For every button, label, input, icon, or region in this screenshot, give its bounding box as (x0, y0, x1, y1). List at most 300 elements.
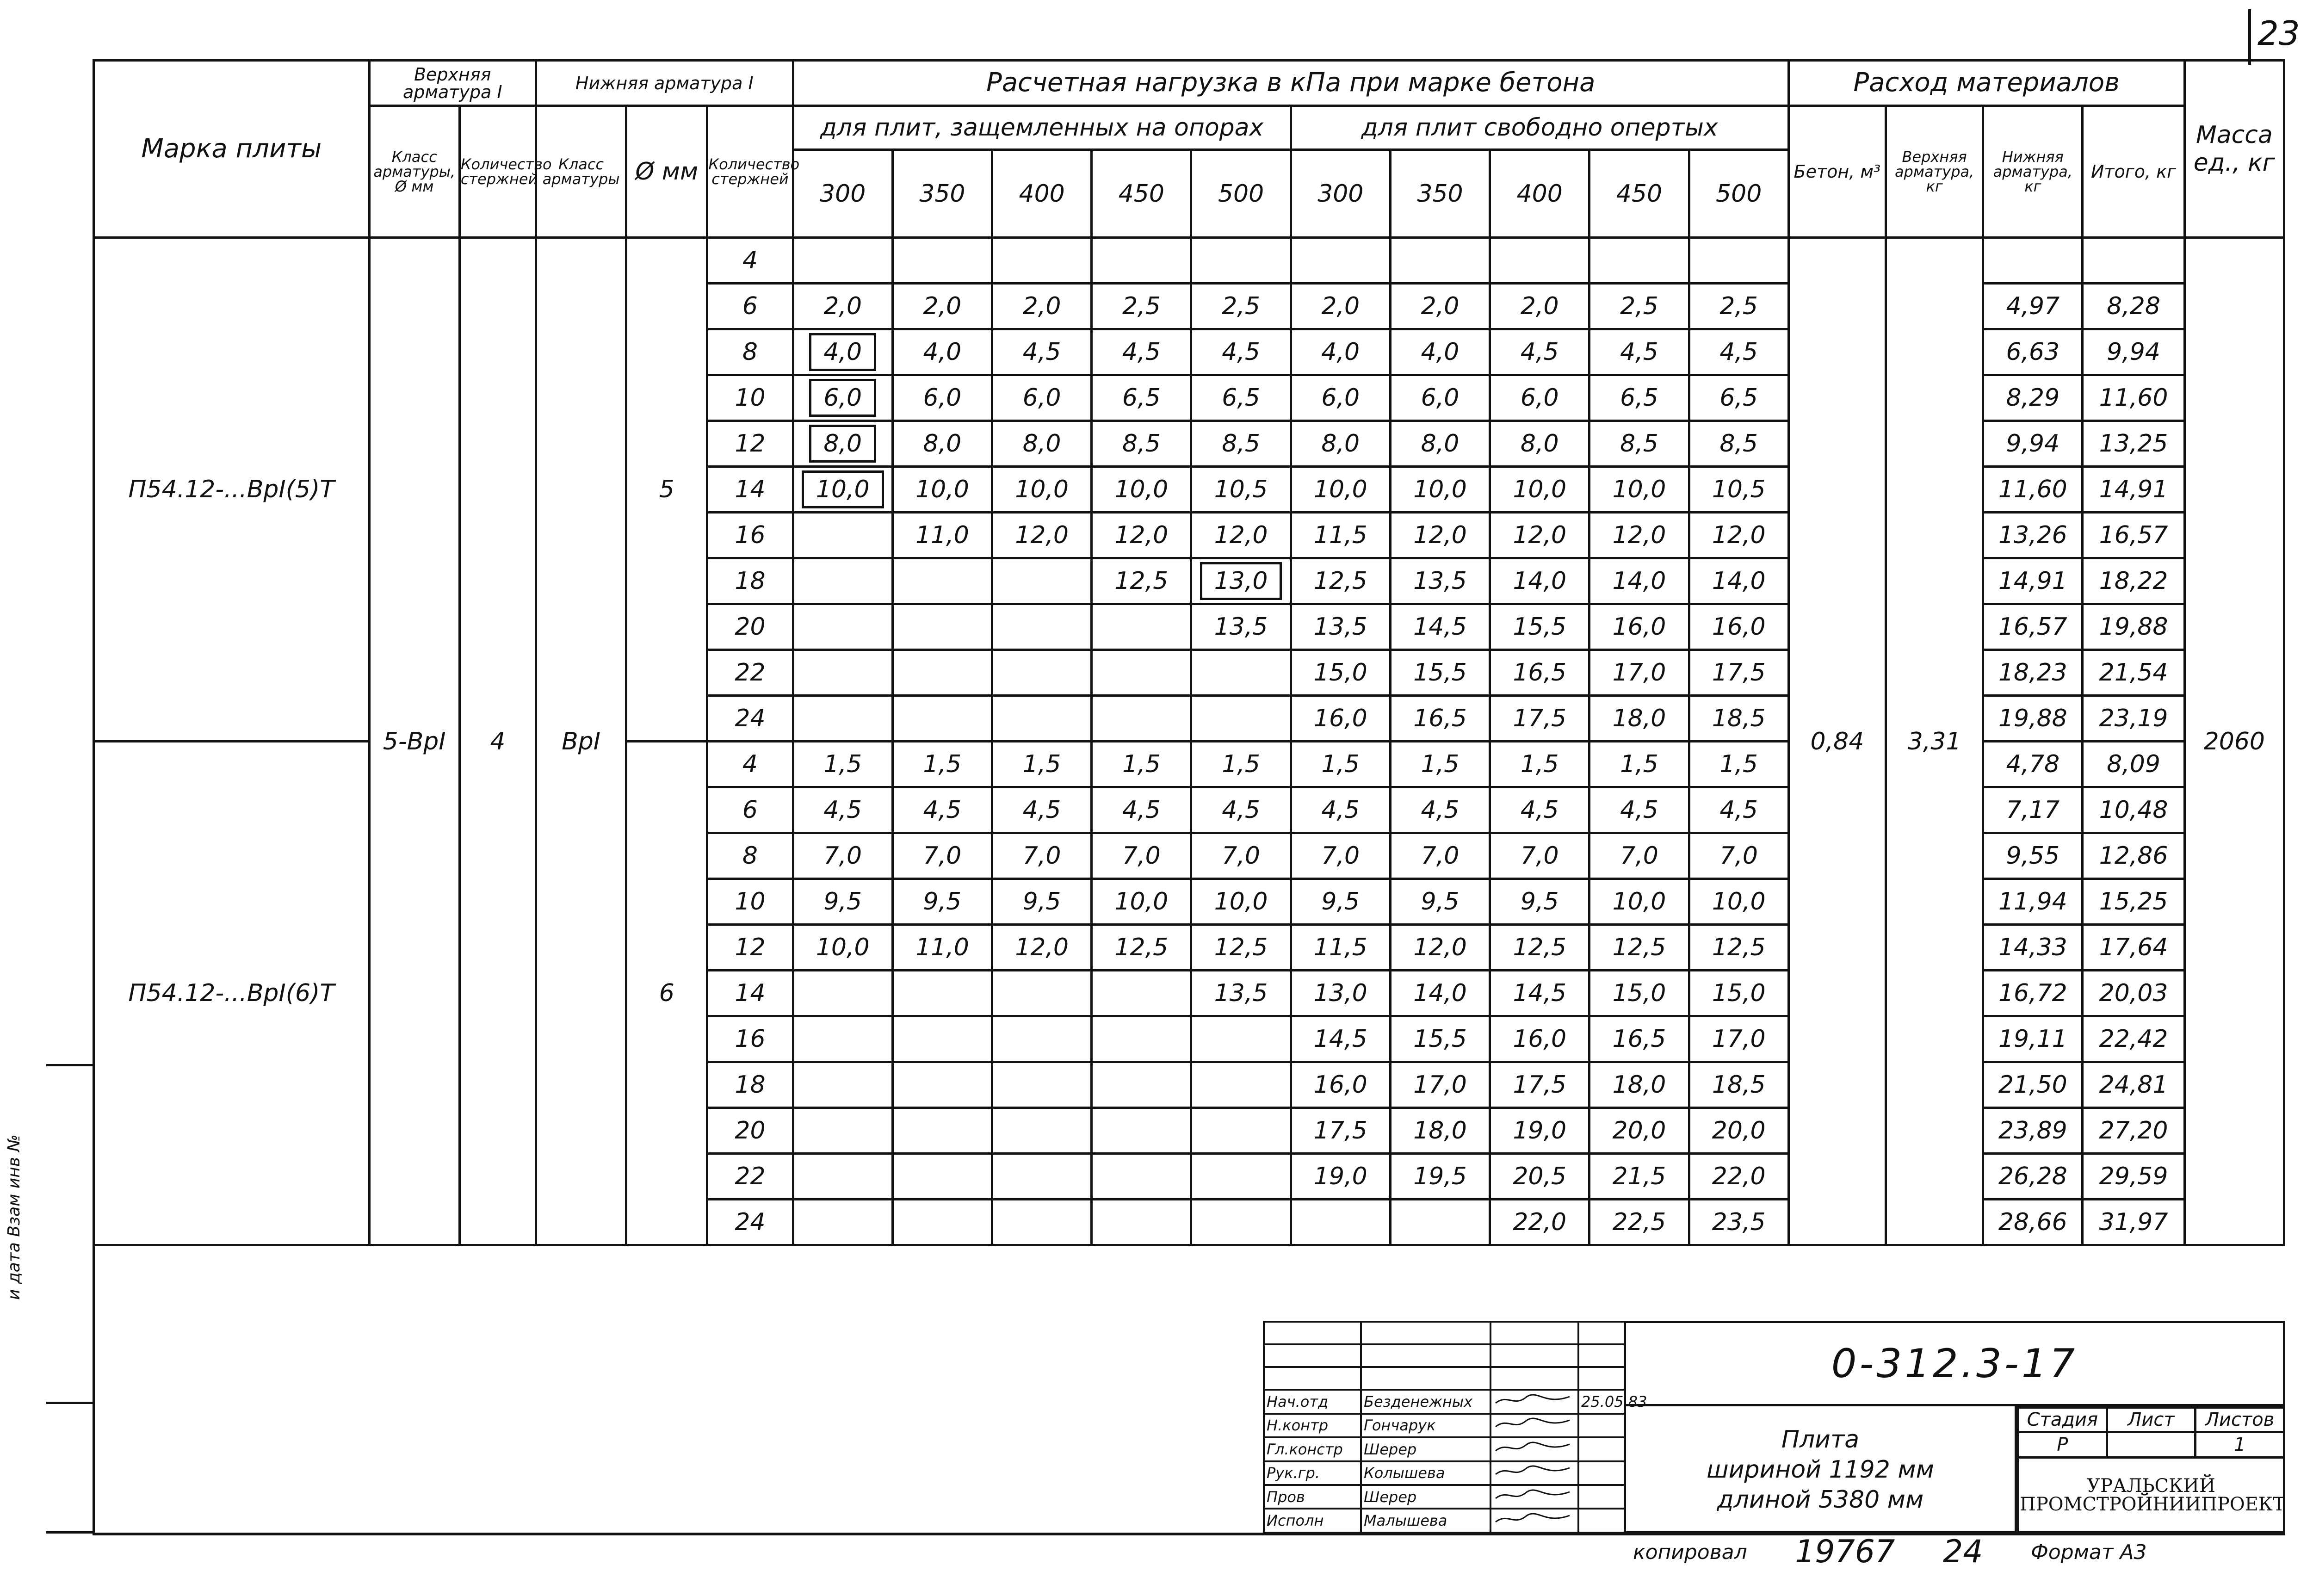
load-value (1490, 1154, 1589, 1200)
load-value (793, 467, 892, 513)
total-value: 8,09 (2083, 742, 2184, 787)
signature-table (1263, 1321, 1647, 1534)
load-value-text: 16,0 (1313, 1071, 1367, 1099)
signature-cell (1490, 1367, 1578, 1390)
load-value (1490, 1200, 1589, 1245)
load-value-text: 11,0 (915, 521, 969, 549)
load-value-text: 6,5 (1222, 384, 1260, 412)
signature-date (1578, 1509, 1625, 1533)
load-value (1092, 1154, 1191, 1200)
load-value-text: 7,0 (1719, 842, 1758, 870)
signature-cell (1361, 1344, 1490, 1367)
load-value (793, 1062, 892, 1108)
signature-name: Малышева (1361, 1509, 1490, 1533)
load-value-text: 10,0 (1612, 888, 1666, 916)
sheet-value (2107, 1432, 2195, 1458)
lower-mat-value: 13,26 (1983, 513, 2083, 558)
load-value-text: 12,0 (1413, 521, 1467, 549)
signature-date (1578, 1437, 1625, 1461)
load-value-text: 6,0 (923, 384, 962, 412)
load-value (1092, 284, 1191, 329)
load-value (892, 696, 992, 742)
load-value (1092, 238, 1191, 284)
lower-mat-value: 8,29 (1983, 375, 2083, 421)
load-value (1191, 833, 1291, 879)
load-value (1390, 971, 1490, 1016)
load-value-text: 4,0 (1321, 338, 1360, 366)
load-value-text: 17,5 (1513, 1071, 1567, 1099)
load-value-text: 9,5 (823, 888, 862, 916)
concrete-value: 0,84 (1788, 238, 1886, 1245)
load-value (1291, 421, 1390, 467)
load-value-text: 6,0 (1520, 384, 1559, 412)
load-value (1291, 696, 1390, 742)
load-value-text: 9,5 (923, 888, 962, 916)
lower-mat-value: 14,91 (1983, 558, 2083, 604)
total-value (2083, 238, 2184, 284)
signature-role: Нач.отд (1264, 1390, 1361, 1413)
load-value (992, 1154, 1092, 1200)
load-value (892, 787, 992, 833)
load-value (1092, 925, 1191, 971)
load-value (793, 879, 892, 925)
drawing-title-line2: шириной 1192 мм (1707, 1456, 1934, 1484)
mass-value: 2060 (2184, 238, 2284, 1245)
load-value (1291, 1016, 1390, 1062)
load-value (1490, 696, 1589, 742)
load-value (892, 879, 992, 925)
load-value-text: 2,5 (1620, 292, 1658, 320)
margin-stamp-text: и дата Взам инв № (5, 1134, 24, 1300)
load-value (1689, 284, 1788, 329)
bar-count: 4 (707, 742, 793, 787)
bar-count: 10 (707, 879, 793, 925)
load-value-text: 7,0 (1421, 842, 1460, 870)
stage-value: Р (2018, 1432, 2107, 1458)
load-value-text: 4,5 (1620, 338, 1658, 366)
load-value-text: 10,0 (1114, 888, 1169, 916)
load-value (1291, 787, 1390, 833)
load-value (992, 1062, 1092, 1108)
load-value (1689, 787, 1788, 833)
load-value (892, 833, 992, 879)
load-value-text: 12,5 (1114, 567, 1169, 595)
load-value (1291, 1062, 1390, 1108)
bar-count: 16 (707, 1016, 793, 1062)
load-value-text: 1,5 (1122, 750, 1161, 778)
drawing-title (1624, 1406, 2017, 1534)
load-value (1689, 375, 1788, 421)
load-value (1589, 284, 1689, 329)
load-value (1092, 558, 1191, 604)
load-value-text: 8,0 (1022, 430, 1061, 458)
signature-cell (1264, 1344, 1361, 1367)
load-value (1191, 558, 1291, 604)
load-value-text: 4,0 (1421, 338, 1460, 366)
signature-role: Исполн (1264, 1509, 1361, 1533)
signature-name: Колышева (1361, 1461, 1490, 1485)
load-value (1589, 1108, 1689, 1154)
signature-cell (1490, 1322, 1578, 1344)
load-value-text: 17,0 (1712, 1025, 1766, 1053)
load-value (1092, 696, 1191, 742)
load-value-text: 13,0 (1200, 562, 1282, 600)
load-value-text: 13,0 (1313, 979, 1367, 1007)
bar-count: 22 (707, 1154, 793, 1200)
load-value (992, 467, 1092, 513)
load-value (1092, 513, 1191, 558)
signature-sign (1490, 1390, 1578, 1413)
total-value: 18,22 (2083, 558, 2184, 604)
load-value (1191, 421, 1291, 467)
load-value (1490, 329, 1589, 375)
load-value (1390, 1200, 1490, 1245)
signature-scribble (1493, 1488, 1572, 1502)
load-table (93, 59, 2285, 1246)
load-value-text: 10,0 (1214, 888, 1268, 916)
load-value (1589, 1154, 1689, 1200)
signature-row-blank (1264, 1367, 1625, 1390)
load-value (1689, 833, 1788, 879)
bar-count: 4 (707, 238, 793, 284)
header-grade-2: 400 (992, 150, 1092, 238)
lower-mat-value: 16,57 (1983, 604, 2083, 650)
load-value (1191, 375, 1291, 421)
bar-count: 18 (707, 1062, 793, 1108)
load-value (1191, 467, 1291, 513)
load-value (1390, 329, 1490, 375)
load-value-text: 10,0 (1712, 888, 1766, 916)
load-value (892, 467, 992, 513)
load-value (793, 925, 892, 971)
load-value (892, 375, 992, 421)
load-value (1490, 833, 1589, 879)
load-value-text: 10,0 (1114, 476, 1169, 503)
load-value (1191, 925, 1291, 971)
load-value (793, 787, 892, 833)
load-value-text: 19,0 (1313, 1163, 1367, 1190)
load-value-text: 15,5 (1413, 1025, 1467, 1053)
signature-sign (1490, 1461, 1578, 1485)
load-value (892, 1108, 992, 1154)
load-value (1490, 238, 1589, 284)
load-value (793, 558, 892, 604)
load-value (992, 696, 1092, 742)
load-value-text: 7,0 (1620, 842, 1658, 870)
total-value: 9,94 (2083, 329, 2184, 375)
load-value-text: 7,0 (823, 842, 862, 870)
load-value-text: 2,0 (1421, 292, 1460, 320)
load-value (992, 604, 1092, 650)
header-upper-count: Количество стержней (459, 106, 536, 238)
load-value-text: 11,5 (1313, 521, 1367, 549)
bar-count: 10 (707, 375, 793, 421)
signature-row-blank (1264, 1322, 1625, 1344)
load-value-text: 4,5 (1620, 796, 1658, 824)
load-value (892, 604, 992, 650)
load-value-text: 2,5 (1222, 292, 1260, 320)
load-value-text: 13,5 (1313, 613, 1367, 641)
lower-mat-value: 11,94 (1983, 879, 2083, 925)
load-value (892, 238, 992, 284)
total-value: 22,42 (2083, 1016, 2184, 1062)
load-value (793, 421, 892, 467)
header-lower-reinf: Нижняя арматура I (536, 61, 793, 106)
load-value (1589, 513, 1689, 558)
signature-role: Рук.гр. (1264, 1461, 1361, 1485)
load-value-text: 4,0 (809, 333, 876, 371)
load-value (892, 421, 992, 467)
drawing-title-line3: длиной 5380 мм (1717, 1486, 1924, 1514)
load-value-text: 9,5 (1421, 888, 1460, 916)
load-value-text: 8,5 (1620, 430, 1658, 458)
load-value (992, 421, 1092, 467)
load-value (1092, 1108, 1191, 1154)
load-value-text: 2,0 (1520, 292, 1559, 320)
frame-left-line (93, 1202, 95, 1535)
load-value (793, 742, 892, 787)
header-upper-reinf: Верхняя арматура I (369, 61, 536, 106)
load-value (1191, 284, 1291, 329)
load-value (1390, 787, 1490, 833)
lower-mat-value: 21,50 (1983, 1062, 2083, 1108)
signature-cell (1361, 1367, 1490, 1390)
load-value-text: 7,0 (1321, 842, 1360, 870)
header-grade-6: 350 (1390, 150, 1490, 238)
load-value-text: 12,0 (1114, 521, 1169, 549)
lower-mat-value: 19,11 (1983, 1016, 2083, 1062)
load-value (1490, 375, 1589, 421)
signature-cell (1264, 1322, 1361, 1344)
load-value (1092, 742, 1191, 787)
load-value (1191, 971, 1291, 1016)
upper-mat-value: 3,31 (1886, 238, 1983, 1245)
load-value (892, 925, 992, 971)
load-value-text: 6,0 (1022, 384, 1061, 412)
load-value-text: 1,5 (823, 750, 862, 778)
bar-count: 20 (707, 1108, 793, 1154)
load-value-text: 1,5 (923, 750, 962, 778)
load-value (1191, 787, 1291, 833)
load-value (992, 925, 1092, 971)
load-value (1490, 971, 1589, 1016)
load-value-text: 4,5 (1520, 796, 1559, 824)
load-value (1291, 604, 1390, 650)
load-value-text: 21,5 (1612, 1163, 1666, 1190)
load-value (1689, 1062, 1788, 1108)
load-value-text: 17,5 (1712, 659, 1766, 687)
load-value-text: 20,5 (1513, 1163, 1567, 1190)
load-value (1092, 1062, 1191, 1108)
load-value-text: 10,5 (1214, 476, 1268, 503)
total-value: 19,88 (2083, 604, 2184, 650)
header-load-title: Расчетная нагрузка в кПа при марке бетона (793, 61, 1788, 106)
load-value (793, 238, 892, 284)
load-value-text: 20,0 (1612, 1117, 1666, 1144)
load-value-text: 8,0 (1321, 430, 1360, 458)
load-value-text: 12,5 (1214, 934, 1268, 961)
load-value (1689, 467, 1788, 513)
bar-count: 14 (707, 467, 793, 513)
load-value-text: 2,0 (823, 292, 862, 320)
copy-number-2: 24 (1943, 1534, 1983, 1570)
lower-mat-value: 23,89 (1983, 1108, 2083, 1154)
load-value (793, 1200, 892, 1245)
load-value-text: 22,0 (1513, 1208, 1567, 1236)
margin-strip (46, 1064, 93, 1527)
bar-count: 6 (707, 787, 793, 833)
header-consumption: Расход материалов (1788, 61, 2184, 106)
load-value-text: 4,5 (1719, 796, 1758, 824)
load-value (1589, 467, 1689, 513)
load-value-text: 12,0 (1513, 521, 1567, 549)
load-value (1191, 1154, 1291, 1200)
organization-name: УРАЛЬСКИЙ ПРОМСТРОЙНИИПРОЕКТ (2018, 1458, 2284, 1533)
load-value (1689, 1200, 1788, 1245)
lower-mat-value: 19,88 (1983, 696, 2083, 742)
load-value (992, 513, 1092, 558)
load-value-text: 4,5 (1122, 796, 1161, 824)
margin-stamp (5, 1078, 46, 1318)
header-lower-mat: Нижняя арматура, кг (1983, 106, 2083, 238)
load-value-text: 12,5 (1513, 934, 1567, 961)
load-value-text: 4,5 (1719, 338, 1758, 366)
load-value (793, 284, 892, 329)
load-value (793, 1154, 892, 1200)
load-value-text: 8,0 (809, 425, 876, 463)
load-value (1589, 833, 1689, 879)
load-value-text: 4,0 (923, 338, 962, 366)
load-value (1490, 1062, 1589, 1108)
signature-row (1264, 1485, 1625, 1509)
plate-mark: П54.12-...BpI(6)T (94, 742, 370, 1245)
load-value-text: 13,5 (1413, 567, 1467, 595)
load-value (892, 284, 992, 329)
load-value-text: 4,5 (1520, 338, 1559, 366)
load-value (1191, 696, 1291, 742)
load-value (1291, 329, 1390, 375)
load-value-text: 16,0 (1513, 1025, 1567, 1053)
load-value (1191, 650, 1291, 696)
load-value (1092, 467, 1191, 513)
signature-row (1264, 1390, 1625, 1413)
load-value-text: 8,5 (1719, 430, 1758, 458)
load-value-text: 4,5 (1321, 796, 1360, 824)
load-value (1390, 604, 1490, 650)
load-value-text: 18,0 (1612, 1071, 1666, 1099)
load-value (1390, 742, 1490, 787)
total-value: 24,81 (2083, 1062, 2184, 1108)
total-value: 13,25 (2083, 421, 2184, 467)
load-value (793, 833, 892, 879)
header-lower-dia: Ø мм (626, 106, 707, 238)
load-value-text: 12,5 (1712, 934, 1766, 961)
load-value (1291, 284, 1390, 329)
load-value (1390, 513, 1490, 558)
bar-count: 12 (707, 421, 793, 467)
load-value (1092, 1200, 1191, 1245)
load-value-text: 9,5 (1022, 888, 1061, 916)
bar-count: 6 (707, 284, 793, 329)
load-value (892, 650, 992, 696)
table-row (94, 238, 2284, 284)
lower-mat-value: 28,66 (1983, 1200, 2083, 1245)
load-value (992, 1200, 1092, 1245)
load-value (1589, 421, 1689, 467)
header-upper-mat: Верхняя арматура, кг (1886, 106, 1983, 238)
load-value (1490, 604, 1589, 650)
drawing-title-line1: Плита (1781, 1426, 1860, 1454)
load-value (793, 650, 892, 696)
load-value (892, 742, 992, 787)
load-value (1390, 696, 1490, 742)
sheet-label: Лист (2107, 1408, 2195, 1432)
sheets-label: Листов (2195, 1408, 2284, 1432)
signature-cell (1361, 1322, 1490, 1344)
load-value (1191, 1108, 1291, 1154)
load-value-text: 17,5 (1313, 1117, 1367, 1144)
load-value (1092, 879, 1191, 925)
load-value (793, 604, 892, 650)
load-value-text: 10,5 (1712, 476, 1766, 503)
load-value (1092, 971, 1191, 1016)
load-value-text: 6,5 (1122, 384, 1161, 412)
load-value-text: 6,5 (1620, 384, 1658, 412)
lower-mat-value: 4,97 (1983, 284, 2083, 329)
load-value-text: 8,0 (1421, 430, 1460, 458)
total-value: 11,60 (2083, 375, 2184, 421)
load-value-text: 4,5 (1022, 796, 1061, 824)
load-value (1291, 879, 1390, 925)
load-value-text: 12,0 (1214, 521, 1268, 549)
bar-count: 20 (707, 604, 793, 650)
lower-mat-value: 16,72 (1983, 971, 2083, 1016)
load-value-text: 2,5 (1719, 292, 1758, 320)
load-value (1291, 971, 1390, 1016)
load-value (1589, 558, 1689, 604)
load-value-text: 4,5 (923, 796, 962, 824)
signature-row (1264, 1461, 1625, 1485)
load-value-text: 10,0 (1413, 476, 1467, 503)
load-value-text: 18,5 (1712, 1071, 1766, 1099)
load-value-text: 1,5 (1520, 750, 1559, 778)
load-value (1390, 284, 1490, 329)
load-value-text: 12,0 (1612, 521, 1666, 549)
load-value-text: 4,5 (1222, 796, 1260, 824)
load-value-text: 19,5 (1413, 1163, 1467, 1190)
plate-mark: П54.12-...BpI(5)T (94, 238, 370, 742)
load-value (1490, 879, 1589, 925)
load-value (793, 1016, 892, 1062)
load-value-text: 16,0 (1712, 613, 1766, 641)
signature-sign (1490, 1485, 1578, 1509)
load-value (1689, 742, 1788, 787)
load-value-text: 12,0 (1015, 521, 1069, 549)
header-total: Итого, кг (2083, 106, 2184, 238)
load-value (1191, 1062, 1291, 1108)
load-value (1092, 650, 1191, 696)
signature-row (1264, 1509, 1625, 1533)
signature-cell (1578, 1322, 1625, 1344)
load-value (1589, 787, 1689, 833)
load-value-text: 14,0 (1712, 567, 1766, 595)
load-value (1291, 1108, 1390, 1154)
load-value-text: 16,5 (1413, 705, 1467, 732)
load-value (992, 833, 1092, 879)
load-value-text: 10,0 (1612, 476, 1666, 503)
load-value (1191, 1200, 1291, 1245)
bar-count: 18 (707, 558, 793, 604)
